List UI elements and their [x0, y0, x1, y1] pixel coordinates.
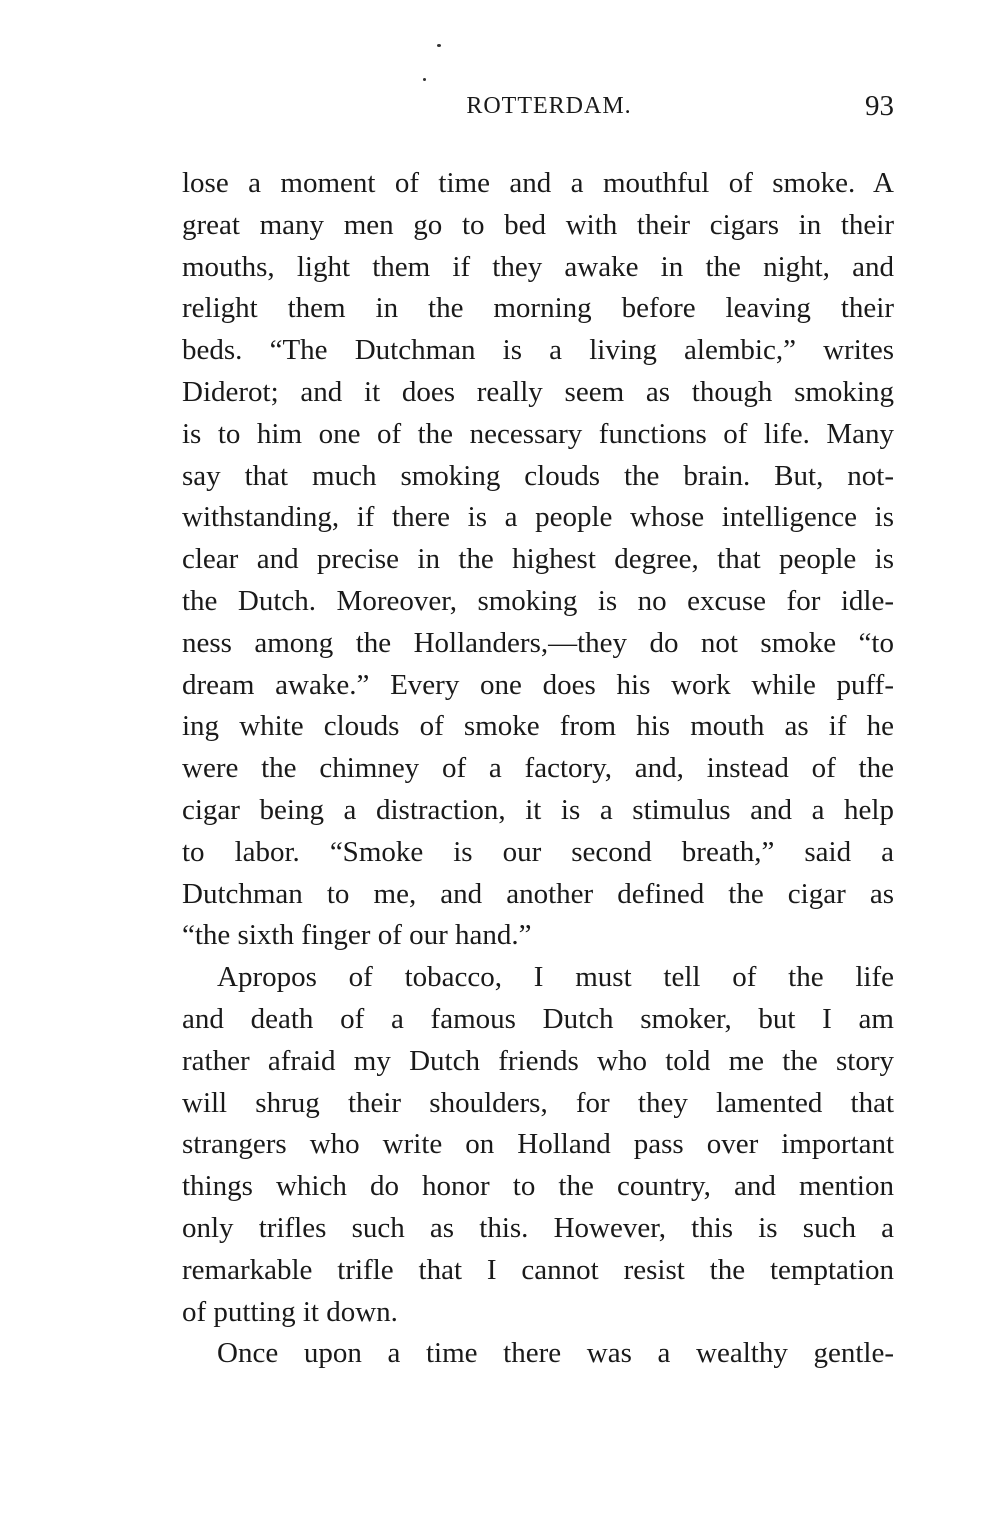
text-line: Apropos of tobacco, I must tell of the life	[217, 961, 894, 994]
text-line: is to him one of the necessary functions of life. Many	[182, 417, 894, 450]
speck-mark	[423, 78, 426, 81]
running-title: ROTTERDAM.	[466, 93, 632, 119]
text-line: to labor. “Smoke is our second breath,” said a	[182, 835, 894, 868]
text-line: things which do honor to the country, and mention	[182, 1170, 894, 1203]
text-line: mouths, light them if they awake in the night, and	[182, 250, 894, 283]
body-text	[182, 163, 894, 1375]
paragraph	[182, 957, 894, 1333]
text-line: ing white clouds of smoke from his mouth as if he	[182, 710, 894, 743]
text-line: ness among the Hollanders,—they do not smoke “to	[182, 626, 894, 659]
text-line: say that much smoking clouds the brain. But, not-	[182, 459, 894, 492]
text-line: cigar being a distraction, it is a stimulus and a help	[182, 793, 894, 826]
text-line: withstanding, if there is a people whose intelligence is	[182, 501, 894, 534]
text-line: Diderot; and it does really seem as though smoking	[182, 375, 894, 408]
text-line: the Dutch. Moreover, smoking is no excuse for idle-	[182, 584, 894, 617]
text-line: “the sixth finger of our hand.”	[182, 919, 532, 952]
paragraph	[182, 163, 894, 957]
page-number: 93	[865, 90, 894, 122]
text-line: great many men go to bed with their cigars in their	[182, 208, 894, 241]
page-header	[182, 90, 894, 129]
text-line: lose a moment of time and a mouthful of smoke. A	[182, 167, 894, 199]
text-line: were the chimney of a factory, and, instead of the	[182, 752, 894, 785]
speck-mark	[437, 44, 441, 47]
text-line: strangers who write on Holland pass over important	[182, 1128, 894, 1161]
text-line: Dutchman to me, and another defined the cigar as	[182, 877, 894, 910]
text-line: and death of a famous Dutch smoker, but I am	[182, 1002, 894, 1035]
text-line: will shrug their shoulders, for they lamented that	[182, 1086, 894, 1119]
text-line: of putting it down.	[182, 1295, 398, 1328]
text-line: clear and precise in the highest degree, that people is	[182, 543, 894, 576]
paragraph	[182, 1333, 894, 1375]
text-line: Once upon a time there was a wealthy gentle-	[217, 1337, 894, 1370]
text-line: only trifles such as this. However, this is such a	[182, 1211, 894, 1244]
text-line: relight them in the morning before leaving their	[182, 292, 894, 325]
text-line: rather afraid my Dutch friends who told me the story	[182, 1044, 894, 1077]
text-line: dream awake.” Every one does his work while puff-	[182, 668, 894, 701]
text-line: remarkable trifle that I cannot resist the temptation	[182, 1253, 894, 1286]
text-line: beds. “The Dutchman is a living alembic,” writes	[182, 334, 894, 367]
